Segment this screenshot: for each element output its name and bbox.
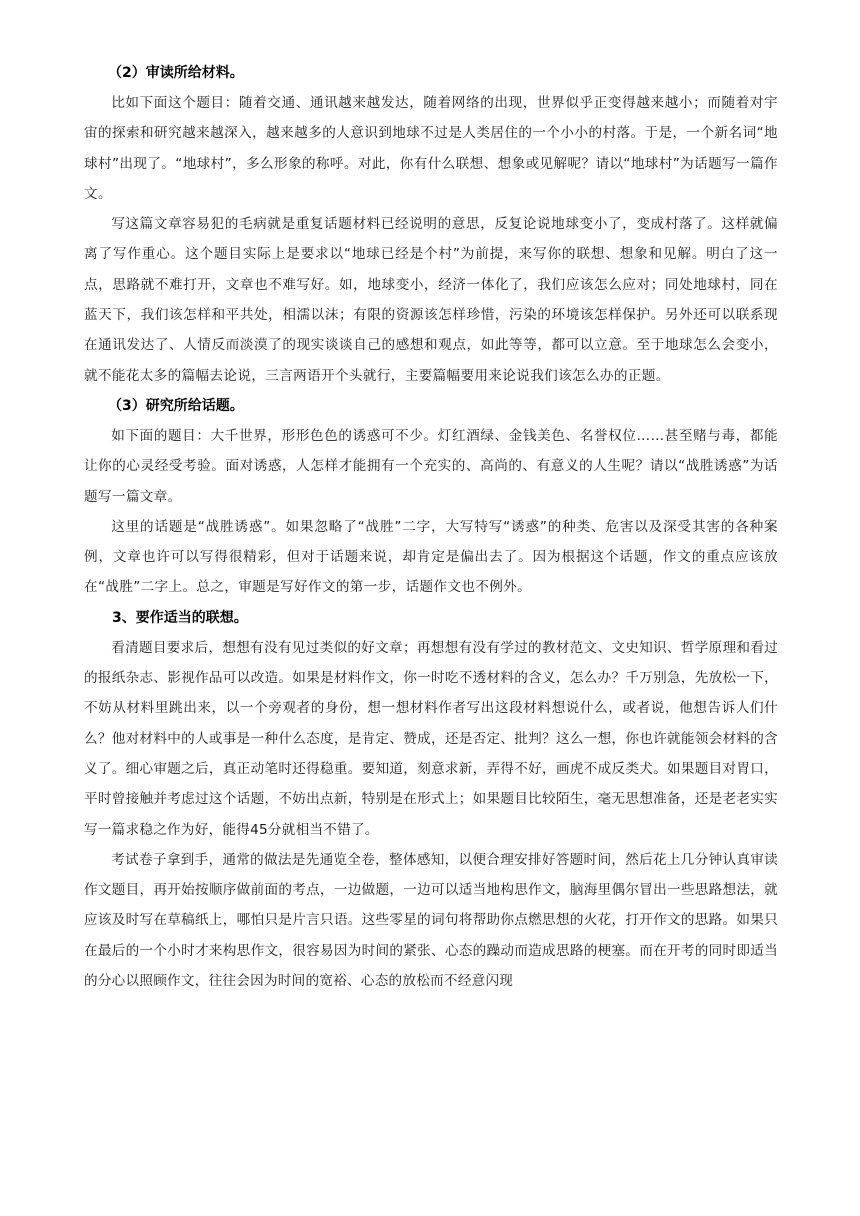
paragraph-association-advice: 看清题目要求后，想想有没有见过类似的好文章；再想想有没有学过的教材范文、文史知识、哲学原理和看过的报纸杂志、影视作品可以改造。如果是材料作文，你一时吃不透材料的含义，怎么办？千万别急，先放松一下，不妨从材料里跳出来，以一个旁观者的身份，想一想材料作者写出这段材料想说什么，或者说，他想告诉人们什么？他对材料中的人或事是一种什么态度，是肯定、赞成，还是否定、批判？这么一想，你也许就能领会材料的含义了。细心审题之后，真正动笔时还得稳重。要知道，刻意求新，弄得不好，画虎不成反类犬。如果题目对胃口，平时曾接触并考虑过这个话题，不妨出点新，特别是在形式上；如果题目比较陌生，毫无思想准备，还是老老实实写一篇求稳之作为好，能得45分就相当不错了。 — [84, 639, 778, 838]
section-heading-2: （2）审读所给材料。 — [108, 65, 244, 81]
section-heading-association: 3、要作适当的联想。 — [112, 609, 248, 626]
paragraph-exam-strategy: 考试卷子拿到手，通常的做法是先通览全卷，整体感知，以便合理安排好答题时间，然后花上几分钟认真审读作文题目，再开始按顺序做前面的考点，一边做题，一边可以适当地构思作文，脑海里偶尔冒出一些思路想法，就应该及时写在草稿纸上，哪怕只是片言只语。这些零星的词句将帮助你点燃思想的火花，打开作文的思路。如果只在最后的一个小时才来构思作文，很容易因为时间的紧张、心态的躁动而造成思路的梗塞。而在开考的同时即适当的分心以照顾作文，往往会因为时间的宽裕、心态的放松而不经意闪现 — [84, 851, 778, 990]
document-body — [84, 58, 778, 996]
paragraph-temptation-analysis: 这里的话题是“战胜诱惑”。如果忽略了“战胜”二字，大写特写“诱惑”的种类、危害以及深受其害的各种案例，文章也许可以写得很精彩，但对于话题来说，却肯定是偏出去了。因为根据这个话题，作文的重点应该放在“战胜”二字上。总之，审题是写好作文的第一步，话题作文也不例外。 — [84, 518, 778, 596]
section-heading-3: （3）研究所给话题。 — [108, 397, 244, 414]
paragraph-temptation-prompt: 如下面的题目：大千世界，形形色色的诱惑可不少。灯红酒绿、金钱美色、名誉权位……甚至赌与毒，都能让你的心灵经受考验。面对诱惑，人怎样才能拥有一个充实的、高尚的、有意义的人生呢？请以“战胜诱惑”为话题写一篇文章。 — [84, 427, 778, 505]
paragraph-earth-village-prompt: 比如下面这个题目：随着交通、通讯越来越发达，随着网络的出现，世界似乎正变得越来越小；而随着对宇宙的探索和研究越来越深入，越来越多的人意识到地球不过是人类居住的一个小小的村落。于是，一个新名词“地球村”出现了。“地球村”，多么形象的称呼。对此，你有什么联想、想象或见解呢？请以“地球村”为话题写一篇作文。 — [84, 95, 778, 202]
paragraph-earth-village-analysis: 写这篇文章容易犯的毛病就是重复话题材料已经说明的意思，反复论说地球变小了，变成村落了。这样就偏离了写作重心。这个题目实际上是要求以“地球已经是个村”为前提，来写你的联想、想象和见解。明白了这一点，思路就不难打开，文章也不难写好。如，地球变小，经济一体化了，我们应该怎么应对；同处地球村，同在蓝天下，我们该怎样和平共处，相濡以沫；有限的资源该怎样珍惜，污染的环境该怎样保护。另外还可以联系现在通讯发达了、人情反而淡漠了的现实谈谈自己的感想和观点，如此等等，都可以立意。至于地球怎么会变小，就不能花太多的篇幅去论说，三言两语开个头就行，主要篇幅要用来论说我们该怎么办的正题。 — [84, 216, 778, 384]
